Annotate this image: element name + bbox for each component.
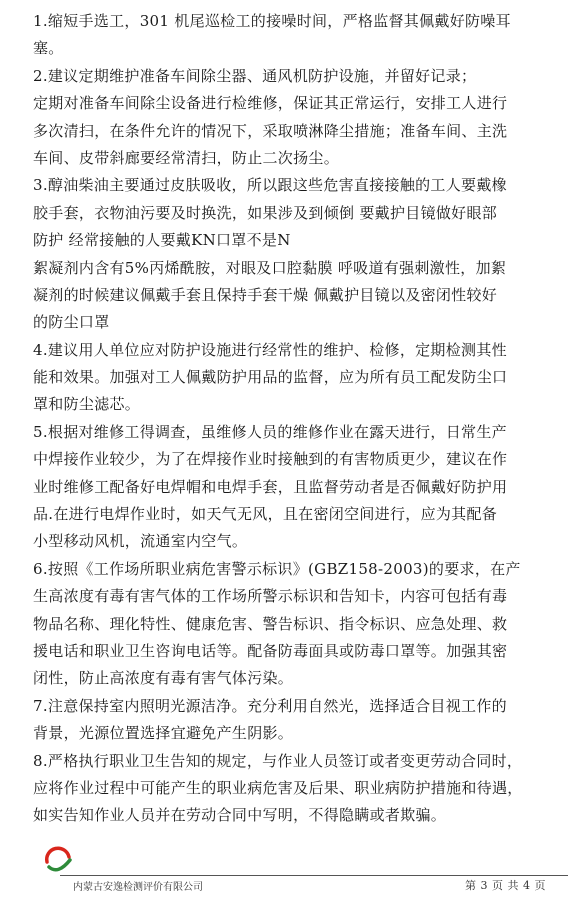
text-line: 能和效果。加强对工人佩戴防护用品的监督，应为所有员工配发防尘口 [33, 368, 508, 387]
text-line: 防护 经常接触的人要戴KN口罩不是N [33, 231, 291, 250]
company-logo-icon [41, 845, 75, 879]
footer-divider [60, 875, 568, 876]
text-line: 凝剂的时候建议佩戴手套且保持手套干燥 佩戴护目镜以及密闭性较好 [33, 285, 498, 304]
footer-page-number: 第 3 页 共 4 页 [465, 879, 546, 892]
text-line: 4.建议用人单位应对防护设施进行经常性的维护、检修，定期检测其性 [33, 340, 507, 359]
text-line: 中焊接作业较少，为了在焊接作业时接触到的有害物质更少，建议在作 [33, 450, 508, 469]
text-line: 罩和防尘滤芯。 [33, 395, 141, 414]
text-line: 小型移动风机，流通室内空气。 [33, 532, 248, 551]
text-line: 如实告知作业人员并在劳动合同中写明，不得隐瞒或者欺骗。 [33, 806, 447, 825]
text-line: 6.按照《工作场所职业病危害警示标识》(GBZ158-2003)的要求，在产 [33, 559, 521, 578]
text-line: 7.注意保持室内照明光源洁净。充分利用自然光，选择适合目视工作的 [33, 696, 507, 715]
text-line: 援电话和职业卫生咨询电话等。配备防毒面具或防毒口罩等。加强其密 [33, 641, 508, 660]
text-line: 絮凝剂内含有5%丙烯酰胺，对眼及口腔黏膜 呼吸道有强刺激性，加絮 [33, 258, 507, 277]
text-line: 品.在进行电焊作业时，如天气无风，且在密闭空间进行，应为其配备 [33, 505, 498, 524]
text-line: 1.缩短手选工，301 机尾巡检工的接噪时间，严格监督其佩戴好防噪耳 [33, 12, 511, 30]
text-line: 3.醇油柴油主要通过皮肤吸收，所以跟这些危害直接接触的工人要戴橡 [33, 176, 507, 195]
text-line: 应将作业过程中可能产生的职业病危害及后果、职业病防护措施和待遇， [33, 778, 523, 797]
text-line: 车间、皮带斜廊要经常清扫，防止二次扬尘。 [33, 148, 340, 167]
text-line: 的防尘口罩 [33, 313, 110, 332]
text-line: 闭性，防止高浓度有毒有害气体污染。 [33, 669, 294, 688]
text-line: 塞。 [33, 39, 64, 58]
text-line: 背景，光源位置选择宜避免产生阴影。 [33, 724, 294, 743]
text-line: 物品名称、理化特性、健康危害、警告标识、指令标识、应急处理、救 [33, 614, 508, 633]
text-line: 定期对准备车间除尘设备进行检维修，保证其正常运行，安排工人进行 [33, 94, 508, 113]
footer-company-name: 内蒙古安逸检测评价有限公司 [73, 882, 203, 893]
text-line: 胶手套，衣物油污要及时换洗，如果涉及到倾倒 要戴护目镜做好眼部 [33, 203, 498, 222]
text-line: 8.严格执行职业卫生告知的规定，与作业人员签订或者变更劳动合同时， [33, 751, 523, 770]
text-line: 多次清扫，在条件允许的情况下，采取喷淋降尘措施；准备车间、主洗 [33, 121, 508, 140]
text-line: 5.根据对维修工得调查，虽维修人员的维修作业在露天进行，日常生产 [33, 422, 507, 441]
document-body [33, 8, 565, 830]
text-line: 生高浓度有毒有害气体的工作场所警示标识和告知卡，内容可包括有毒 [33, 587, 508, 606]
text-line: 业时维修工配备好电焊帽和电焊手套，且监督劳动者是否佩戴好防护用 [33, 477, 508, 496]
text-line: 2.建议定期维护准备车间除尘器、通风机防护设施，并留好记录； [33, 66, 477, 85]
